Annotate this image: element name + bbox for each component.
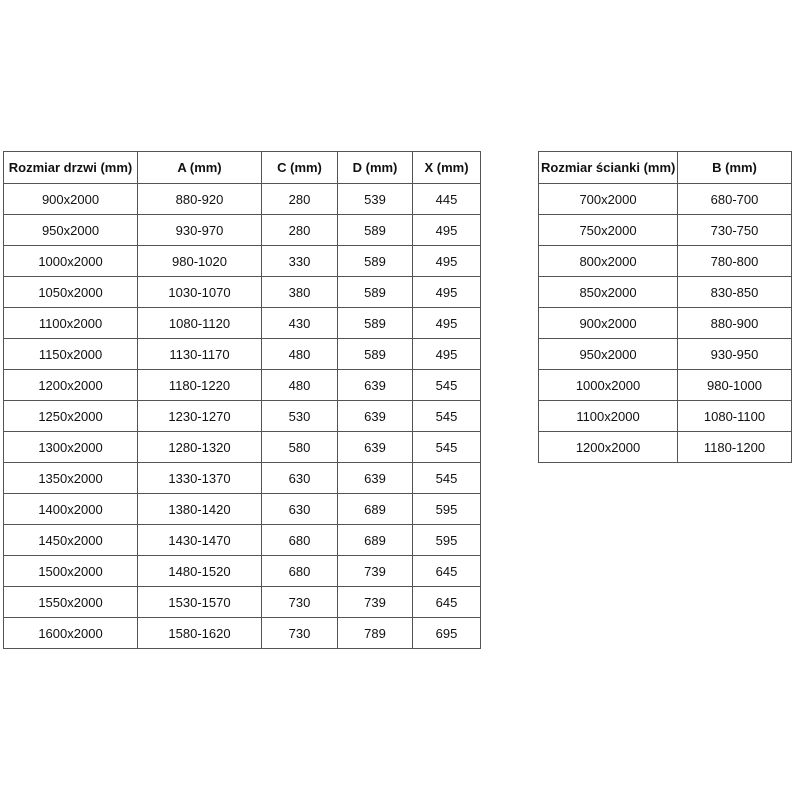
table-cell: 680-700	[678, 184, 792, 215]
table-cell: 589	[338, 246, 413, 277]
table-cell: 1400x2000	[4, 494, 138, 525]
door-size-table	[3, 151, 481, 649]
table-cell: 930-970	[138, 215, 262, 246]
table-row	[4, 463, 481, 494]
table-row	[4, 246, 481, 277]
table-row	[4, 184, 481, 215]
table-row	[539, 215, 792, 246]
table-cell: 1180-1200	[678, 432, 792, 463]
table-row	[4, 587, 481, 618]
column-header: Rozmiar drzwi (mm)	[4, 152, 138, 184]
table-cell: 900x2000	[4, 184, 138, 215]
table-cell: 730-750	[678, 215, 792, 246]
table-cell: 680	[262, 525, 338, 556]
table-cell: 630	[262, 494, 338, 525]
table-cell: 380	[262, 277, 338, 308]
table-cell: 589	[338, 277, 413, 308]
column-header: B (mm)	[678, 152, 792, 184]
table-cell: 850x2000	[539, 277, 678, 308]
table-cell: 1280-1320	[138, 432, 262, 463]
table-cell: 695	[413, 618, 481, 649]
table-row	[539, 370, 792, 401]
table-cell: 639	[338, 463, 413, 494]
table-cell: 1080-1100	[678, 401, 792, 432]
table-cell: 1380-1420	[138, 494, 262, 525]
table-row	[4, 339, 481, 370]
column-header: A (mm)	[138, 152, 262, 184]
table-row	[539, 246, 792, 277]
table-cell: 330	[262, 246, 338, 277]
table-cell: 739	[338, 587, 413, 618]
table-cell: 589	[338, 215, 413, 246]
table-cell: 980-1020	[138, 246, 262, 277]
column-header: X (mm)	[413, 152, 481, 184]
table-cell: 1450x2000	[4, 525, 138, 556]
table-cell: 1000x2000	[539, 370, 678, 401]
table-cell: 880-920	[138, 184, 262, 215]
table-row	[4, 370, 481, 401]
wall-size-table	[538, 151, 792, 463]
table-cell: 800x2000	[539, 246, 678, 277]
table-cell: 445	[413, 184, 481, 215]
table-cell: 1200x2000	[539, 432, 678, 463]
table-cell: 730	[262, 618, 338, 649]
table-cell: 830-850	[678, 277, 792, 308]
table-cell: 930-950	[678, 339, 792, 370]
table-cell: 730	[262, 587, 338, 618]
table-cell: 645	[413, 587, 481, 618]
table-cell: 1600x2000	[4, 618, 138, 649]
table-cell: 1050x2000	[4, 277, 138, 308]
table-cell: 530	[262, 401, 338, 432]
table-cell: 545	[413, 370, 481, 401]
table-cell: 1230-1270	[138, 401, 262, 432]
table-cell: 1580-1620	[138, 618, 262, 649]
table-cell: 689	[338, 525, 413, 556]
table-cell: 1500x2000	[4, 556, 138, 587]
table-cell: 589	[338, 308, 413, 339]
table-cell: 750x2000	[539, 215, 678, 246]
table-cell: 689	[338, 494, 413, 525]
table-cell: 645	[413, 556, 481, 587]
table-cell: 1480-1520	[138, 556, 262, 587]
table-row	[4, 401, 481, 432]
table-cell: 1430-1470	[138, 525, 262, 556]
table-cell: 639	[338, 401, 413, 432]
table-cell: 495	[413, 308, 481, 339]
table-cell: 1150x2000	[4, 339, 138, 370]
table-cell: 595	[413, 494, 481, 525]
column-header: C (mm)	[262, 152, 338, 184]
table-cell: 539	[338, 184, 413, 215]
table-cell: 639	[338, 370, 413, 401]
table-row	[4, 525, 481, 556]
table-row	[4, 618, 481, 649]
header-row	[4, 152, 481, 184]
table-row	[539, 432, 792, 463]
table-row	[539, 184, 792, 215]
table-cell: 630	[262, 463, 338, 494]
table-cell: 680	[262, 556, 338, 587]
table-cell: 700x2000	[539, 184, 678, 215]
table-cell: 880-900	[678, 308, 792, 339]
table-cell: 950x2000	[539, 339, 678, 370]
table-row	[4, 308, 481, 339]
table-cell: 580	[262, 432, 338, 463]
table-row	[539, 277, 792, 308]
table-row	[539, 308, 792, 339]
table-row	[4, 494, 481, 525]
column-header: D (mm)	[338, 152, 413, 184]
table-cell: 1550x2000	[4, 587, 138, 618]
table-cell: 495	[413, 246, 481, 277]
table-cell: 1300x2000	[4, 432, 138, 463]
table-cell: 1180-1220	[138, 370, 262, 401]
table-row	[539, 339, 792, 370]
table-cell: 1200x2000	[4, 370, 138, 401]
table-cell: 595	[413, 525, 481, 556]
table-cell: 1250x2000	[4, 401, 138, 432]
table-cell: 1100x2000	[4, 308, 138, 339]
table-row	[539, 401, 792, 432]
table-cell: 1030-1070	[138, 277, 262, 308]
table-cell: 280	[262, 215, 338, 246]
table-cell: 1350x2000	[4, 463, 138, 494]
header-row	[539, 152, 792, 184]
table-cell: 480	[262, 370, 338, 401]
table-row	[4, 432, 481, 463]
table-cell: 495	[413, 277, 481, 308]
table-cell: 1000x2000	[4, 246, 138, 277]
table-cell: 789	[338, 618, 413, 649]
table-cell: 1100x2000	[539, 401, 678, 432]
table-cell: 1330-1370	[138, 463, 262, 494]
table-row	[4, 556, 481, 587]
table-cell: 430	[262, 308, 338, 339]
table-cell: 900x2000	[539, 308, 678, 339]
table-cell: 495	[413, 339, 481, 370]
table-cell: 280	[262, 184, 338, 215]
table-row	[4, 215, 481, 246]
table-cell: 780-800	[678, 246, 792, 277]
table-cell: 480	[262, 339, 338, 370]
table-cell: 495	[413, 215, 481, 246]
column-header: Rozmiar ścianki (mm)	[539, 152, 678, 184]
table-cell: 739	[338, 556, 413, 587]
table-cell: 545	[413, 463, 481, 494]
table-cell: 1530-1570	[138, 587, 262, 618]
table-row	[4, 277, 481, 308]
table-cell: 545	[413, 401, 481, 432]
table-cell: 950x2000	[4, 215, 138, 246]
table-cell: 980-1000	[678, 370, 792, 401]
table-cell: 1080-1120	[138, 308, 262, 339]
table-cell: 1130-1170	[138, 339, 262, 370]
table-cell: 545	[413, 432, 481, 463]
table-cell: 639	[338, 432, 413, 463]
table-cell: 589	[338, 339, 413, 370]
